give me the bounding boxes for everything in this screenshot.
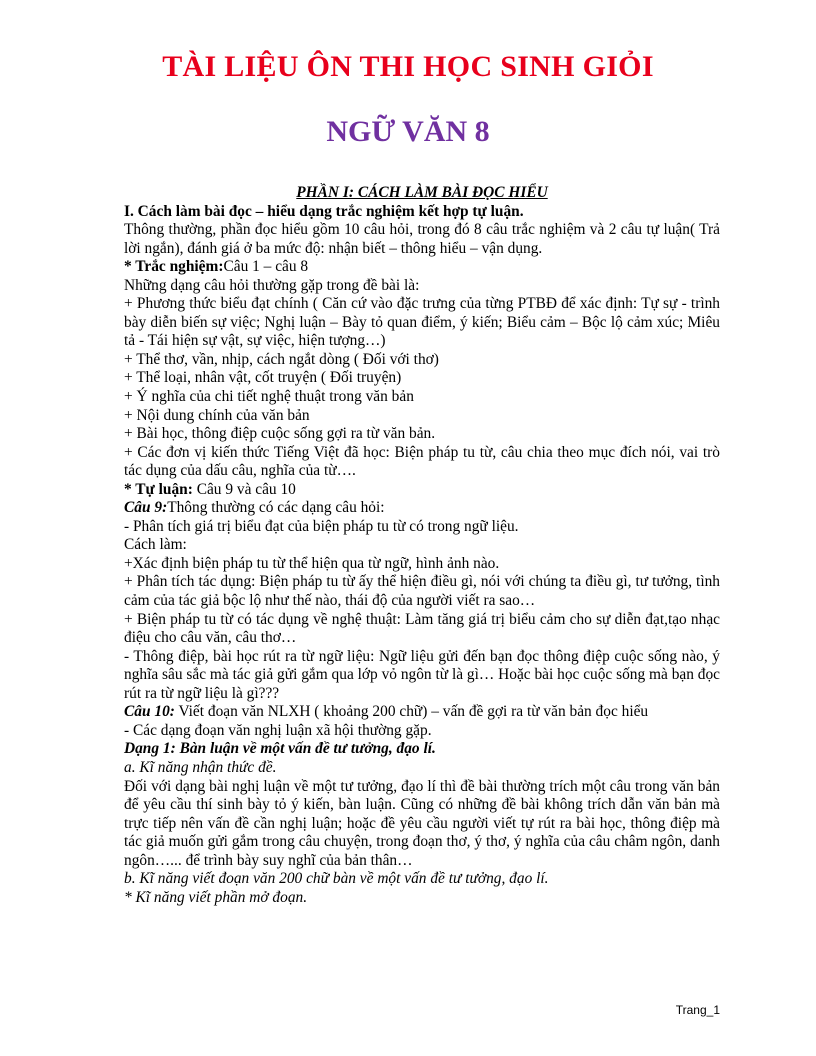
list-item: + Biện pháp tu từ có tác dụng về nghệ thuật: Làm tăng giá trị biểu cảm cho sự diễn đạt,tạo nhạc điệu cho câu văn, câu thơ… [124, 610, 720, 647]
essay-line [124, 481, 720, 500]
mc-range: Câu 1 – câu 8 [223, 258, 309, 276]
document-title: TÀI LIỆU ÔN THI HỌC SINH GIỎI [162, 50, 654, 83]
section-heading: PHẦN I: CÁCH LÀM BÀI ĐỌC HIỂU [296, 184, 548, 201]
subject-title: NGỮ VĂN 8 [326, 115, 490, 148]
mc-line [124, 258, 720, 277]
q10-sub: - Các dạng đoạn văn nghị luận xã hội thường gặp. [124, 721, 432, 739]
type1-b-sub: * Kĩ năng viết phần mở đoạn. [124, 888, 308, 906]
list-item: + Phân tích tác dụng: Biện pháp tu từ ấy thể hiện điều gì, nói với chúng ta điều gì, tư tưởng, tình cảm của tác giả bộc lộ như thế nào, thái độ của người viết ra sao… [124, 573, 720, 610]
list-item: + Phương thức biểu đạt chính ( Căn cứ vào đặc trưng của từng PTBĐ để xác định: Tự sự - trình bày diễn biến sự việc; Nghị luận – Bày tỏ quan điểm, ý kiến; Biểu cảm – Bộc lộ cảm xúc; Miêu tả - Tái hiện sự vật, sự việc, hiện tượng…) [124, 295, 720, 350]
mc-intro: Những dạng câu hỏi thường gặp trong đề bài là: [124, 276, 420, 294]
list-item: - Thông điệp, bài học rút ra từ ngữ liệu: Ngữ liệu gửi đến bạn đọc thông điệp cuộc sống nào, ý nghĩa sâu sắc mà tác giả gửi gắm qua lớp vỏ ngôn từ là gì… Hoặc bài học cuộc sống mà bạn đọc rút ra từ ngữ liệu là gì??? [124, 647, 720, 702]
type1-heading: Dạng 1: Bàn luận về một vấn đề tư tưởng, đạo lí. [124, 740, 436, 758]
list-item: + Các đơn vị kiến thức Tiếng Việt đã học: Biện pháp tu từ, câu chia theo mục đích nói, vai trò tác dụng của dấu câu, nghĩa của từ…. [124, 443, 720, 480]
list-item: Cách làm: [124, 536, 187, 554]
list-item: + Bài học, thông điệp cuộc sống gợi ra từ văn bản. [124, 425, 436, 443]
list-item: + Ý nghĩa của chi tiết nghệ thuật trong văn bản [124, 388, 414, 406]
q9-label: Câu 9: [124, 499, 168, 517]
list-item: + Thể loại, nhân vật, cốt truyện ( Đối truyện) [124, 369, 402, 387]
list-item: - Phân tích giá trị biểu đạt của biện pháp tu từ có trong ngữ liệu. [124, 517, 519, 535]
q10-text: Viết đoạn văn NLXH ( khoảng 200 chữ) – vấn đề gợi ra từ văn bản đọc hiểu [174, 703, 649, 721]
intro-paragraph: Thông thường, phần đọc hiểu gồm 10 câu hỏi, trong đó 8 câu trắc nghiệm và 2 câu tự luận( Trả lời ngắn), đánh giá ở ba mức độ: nhận biết – thông hiểu – vận dụng. [124, 221, 720, 257]
list-item: + Nội dung chính của văn bản [124, 406, 310, 424]
type1-b: b. Kĩ năng viết đoạn văn 200 chữ bàn về một vấn đề tư tưởng, đạo lí. [124, 870, 549, 888]
essay-label: * Tự luận: [124, 480, 193, 498]
type1-a-text: Đối với dạng bài nghị luận về một tư tưởng, đạo lí thì đề bài thường trích một câu trong văn bản để yêu cầu thí sinh bày tỏ ý kiến, bàn luận. Cũng có những đề bài không trích dẫn văn bản mà trực tiếp nên vấn đề cần nghị luận; hoặc đề yêu cầu người viết tự rút ra bài học, thông điệp mà tác giả muốn gửi gắm trong câu chuyện, trong đoạn thơ, ý thơ, ý nghĩa của câu châm ngôn, danh ngôn…... để trình bày suy nghĩ của bản thân… [124, 777, 720, 869]
mc-label: * Trắc nghiệm: [124, 258, 224, 276]
subsection-heading: I. Cách làm bài đọc – hiểu dạng trắc nghiệm kết hợp tự luận. [124, 202, 524, 220]
essay-range: Câu 9 và câu 10 [192, 480, 296, 498]
q9-line [124, 499, 720, 518]
q9-text: Thông thường có các dạng câu hỏi: [167, 499, 385, 517]
q10-label: Câu 10: [124, 703, 175, 721]
list-item: + Thể thơ, vần, nhịp, cách ngắt dòng ( Đối với thơ) [124, 350, 439, 368]
document-body [124, 184, 720, 907]
page-number: Trang_1 [675, 1003, 720, 1017]
type1-a: a. Kĩ năng nhận thức đề. [124, 758, 277, 776]
q10-line [124, 703, 720, 722]
list-item: +Xác định biện pháp tu từ thể hiện qua từ ngữ, hình ảnh nào. [124, 554, 500, 572]
